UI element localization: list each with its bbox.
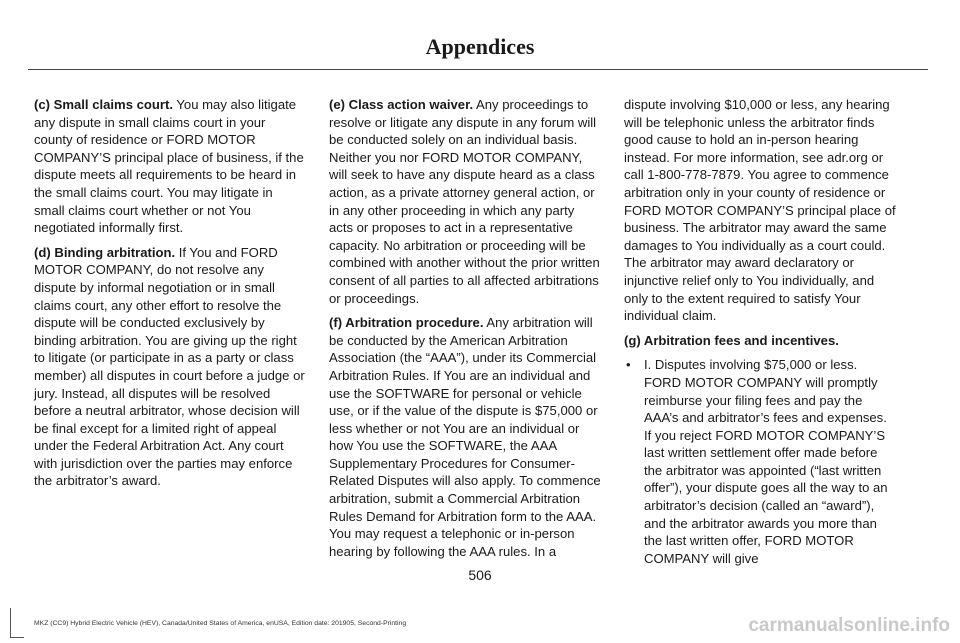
paragraph-text: If You and FORD MOTOR COMPANY, do not resolve any dispute by informal negotiation or in small claims court, any other effort to resolve the dispute will be conducted exclusively by binding arbitration. You are giving up the right to litigate (or participate in as a party or class member) all disputes in court before a judge or jury. Instead, all disputes will be resolved before a neutral arbitrator, whose decision will be final except for a limited right of appeal under the Federal Arbitration Act. Any court with jurisdiction over the parties may enforce the arbitrator’s award. bbox=[34, 244, 305, 489]
section-title: Appendices bbox=[425, 34, 535, 59]
paragraph-class-action-waiver bbox=[329, 96, 601, 307]
paragraph-heading: (e) Class action waiver. bbox=[329, 97, 474, 112]
paragraph-heading: (d) Binding arbitration. bbox=[34, 244, 176, 260]
bullet-icon: • bbox=[626, 357, 631, 373]
paragraph-text: You may also litigate any dispute in small claims court in your county of residence or FORD MOTOR COMPANY’S principal place of business, if the dispute meets all requirements to be heard in the small claims court. You may litigate in small claims court whether or not You negotiated informally first. bbox=[34, 97, 304, 236]
paragraph-heading: (c) Small claims court. bbox=[34, 97, 173, 112]
heading-arbitration-fees: (g) Arbitration fees and incentives. bbox=[624, 332, 839, 348]
paragraph-binding-arbitration bbox=[34, 244, 306, 490]
paragraph-text: Any arbitration will be conducted by the American Arbitration Association (the “AAA”), under its Commercial Arbitration Rules. If You are an individual and use the SOFTWARE for personal or vehicle use, or if the value of the dispute is $75,000 or less whether or not You are an individual or how You use the SOFTWARE, the AAA Supplementary Procedures for Consumer-Related Disputes will also apply. To commence arbitration, submit a Commercial Arbitration Rules Demand for Arbitration form to the AAA. You may request a telephonic or in-person hearing by following the AAA rules. In a bbox=[329, 315, 601, 559]
bullet-item bbox=[624, 356, 896, 567]
page-number: 506 bbox=[468, 567, 492, 583]
crop-mark-vertical bbox=[10, 608, 11, 638]
watermark: carmanualsonline.info bbox=[748, 615, 950, 636]
paragraph-text: Any proceedings to resolve or litigate any dispute in any forum will be conducted solely on an individual basis. Neither you nor FORD MOTOR COMPANY, will seek to have any dispute heard as a class action, as a private attorney general action, or in any other proceeding in which any party acts or proposes to act in a representative capacity. No arbitration or proceeding will be combined with another without the prior written consent of all parties to all affected arbitrations or proceedings. bbox=[329, 97, 600, 306]
text-column-2 bbox=[329, 96, 601, 567]
text-column-1 bbox=[34, 96, 306, 497]
crop-mark-horizontal bbox=[10, 637, 24, 638]
text-column-3 bbox=[624, 96, 896, 567]
bullet-text: I. Disputes involving $75,000 or less. FORD MOTOR COMPANY will promptly reimburse your filing fees and pay the AAA’s and arbitrator’s fees and expenses. If you reject FORD MOTOR COMPANY’S last written settlement offer made before the arbitrator was appointed (“last written offer”), your dispute goes all the way to an arbitrator’s decision (called an “award”), and the arbitrator awards you more than the last written offer, FORD MOTOR COMPANY will give bbox=[644, 357, 888, 566]
paragraph-arbitration-procedure bbox=[329, 314, 601, 560]
paragraph-small-claims bbox=[34, 96, 306, 237]
paragraph-continued: dispute involving $10,000 or less, any hearing will be telephonic unless the arbitrator finds good cause to hold an in-person hearing instead. For more information, see adr.org or call 1-800-778-7879. You agree to commence arbitration only in your county of residence or FORD MOTOR COMPANY’S principal place of business. The arbitrator may award the same damages to You individually as a court could. The arbitrator may award declaratory or injunctive relief only to You individually, and only to the extent required to satisfy Your individual claim. bbox=[624, 97, 896, 324]
footer-edition-info: MKZ (CC9) Hybrid Electric Vehicle (HEV), Canada/United States of America, enUSA, Edition date: 201905, Second-Printing bbox=[34, 620, 407, 627]
paragraph-heading: (f) Arbitration procedure. bbox=[329, 315, 484, 331]
header-divider bbox=[28, 69, 928, 70]
